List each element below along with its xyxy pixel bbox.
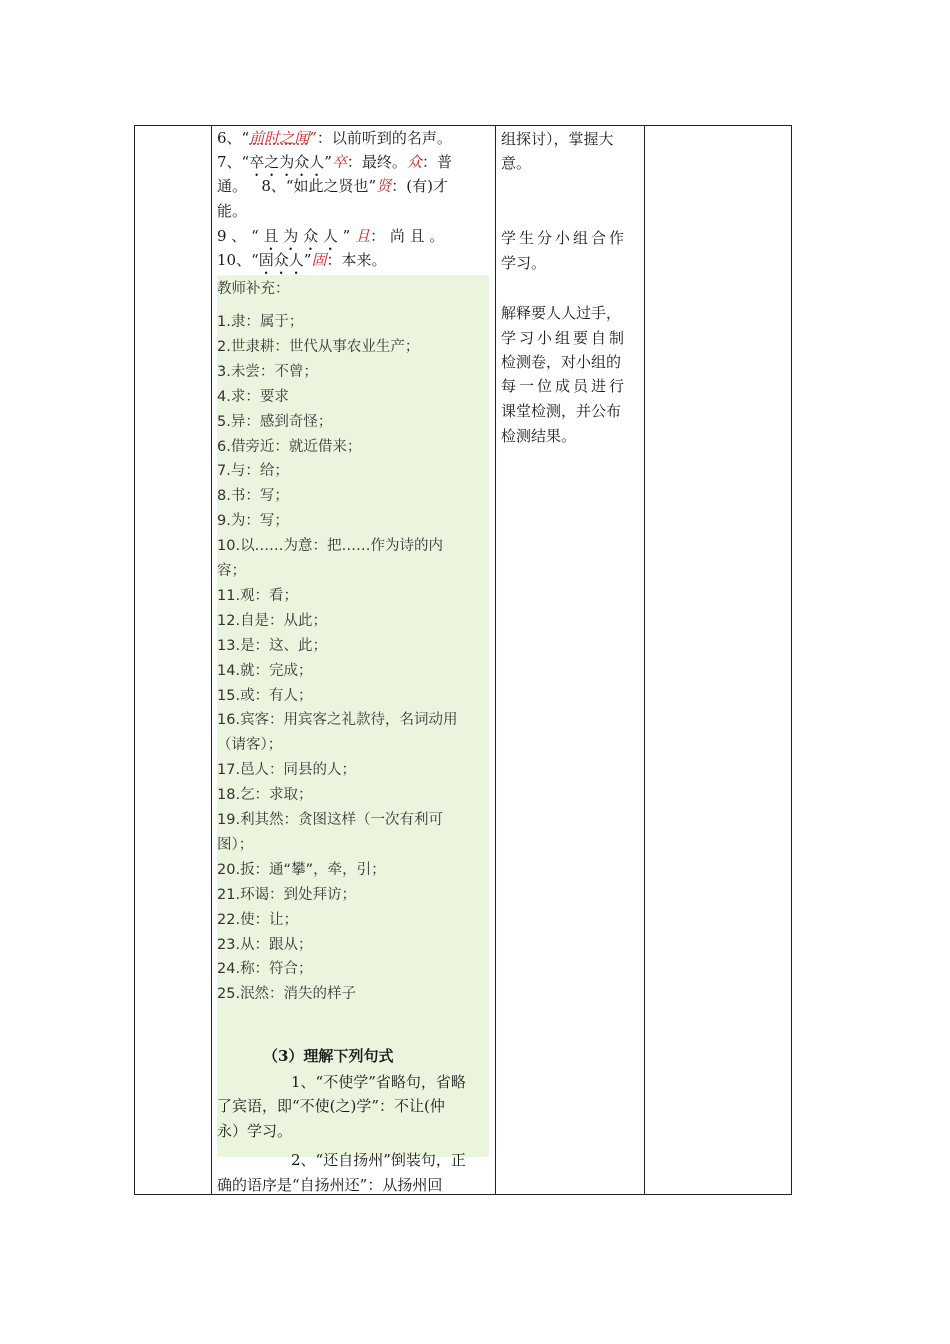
- supplement-item-number: 24.: [217, 961, 241, 978]
- supplement-item-text: 乞：求取；: [240, 787, 313, 804]
- note-row-8-cont: 能。: [217, 202, 248, 220]
- supplement-item-text: 书：写；: [230, 488, 289, 505]
- supplement-item: [217, 908, 298, 933]
- supplement-item-number: 2.: [217, 338, 231, 355]
- note-row-6: 6、“前时之闻”：以前听到的名声。: [217, 129, 452, 147]
- supplement-item: [217, 883, 356, 908]
- supplement-item: [217, 783, 313, 808]
- supplement-item: [217, 659, 313, 684]
- supplement-item: [217, 410, 332, 435]
- supplement-item-text: 容；: [217, 563, 246, 579]
- supplement-item: [217, 733, 282, 758]
- supplement-item: [217, 808, 443, 833]
- supplement-item: [217, 758, 356, 783]
- supplement-item: [217, 534, 443, 559]
- supplement-item-text: 泯然：消失的样子: [240, 986, 357, 1003]
- note-row-8: 通。 8、“如此之贤也”贤：(有)才: [217, 177, 448, 195]
- supplement-item-text: 未尝：不曾；: [230, 363, 318, 380]
- supplement-item-text: 称：符合；: [240, 961, 313, 978]
- supplement-item: [217, 933, 313, 958]
- supplement-item: [217, 509, 289, 534]
- supplement-item-text: 就：完成；: [240, 662, 313, 679]
- supplement-item-number: 19.: [217, 812, 241, 828]
- supplement-item-text: 世隶耕：世代从事农业生产；: [230, 338, 420, 355]
- activity-text: 意。: [501, 154, 532, 172]
- activity-text: 组探讨），掌握大: [501, 130, 614, 148]
- supplement-item-number: 17.: [217, 762, 241, 779]
- supplement-item-text: 邑人：同县的人；: [240, 762, 357, 779]
- supplement-item-number: 11.: [217, 587, 241, 604]
- supplement-item-number: 7.: [217, 463, 231, 480]
- supplement-item: [217, 858, 386, 883]
- supplement-item-number: 25.: [217, 986, 241, 1003]
- supplement-item: [217, 833, 253, 858]
- supplement-item-text: 利其然：贪图这样（一次有利可: [240, 812, 444, 828]
- supplement-item: [217, 484, 289, 509]
- supplement-item: [217, 335, 419, 360]
- supplement-item-text: 环谒：到处拜访；: [240, 886, 357, 903]
- activity-text: 解释要人人过手，: [501, 304, 622, 322]
- supplement-item-text: 从：跟从；: [240, 936, 313, 953]
- column-divider: [211, 126, 212, 1194]
- supplement-item-number: 13.: [217, 637, 241, 654]
- supplement-item-number: 16.: [217, 712, 241, 729]
- section-3-line: 永）学习。: [217, 1122, 293, 1140]
- supplement-item-text: （请客）；: [217, 737, 283, 754]
- supplement-item-text: 以……为意：把……作为诗的内: [240, 538, 444, 555]
- supplement-item-text: 观：看；: [240, 587, 299, 604]
- supplement-item-number: 12.: [217, 612, 241, 629]
- supplement-item-text: 自是：从此；: [240, 612, 328, 629]
- supplement-item-text: 为：写；: [230, 513, 289, 530]
- supplement-item-text: 求：要求: [230, 388, 289, 405]
- supplement-item-number: 20.: [217, 861, 241, 878]
- supplement-item-text: 扳：通“攀”，牵，引；: [240, 861, 386, 878]
- supplement-item-number: 21.: [217, 886, 241, 903]
- activity-text: 学习。: [501, 254, 547, 272]
- teacher-supplement: [217, 275, 489, 1157]
- activity-text: 检测结果。: [501, 427, 577, 445]
- supplement-item-number: 14.: [217, 662, 241, 679]
- supplement-item-text: 借旁近：就近借来；: [230, 438, 362, 455]
- supplement-item-number: 15.: [217, 687, 241, 704]
- section-3-line: 2、“还自扬州”倒装句，正: [291, 1151, 466, 1169]
- supplement-item-number: 10.: [217, 538, 241, 555]
- supplement-item-number: 8.: [217, 488, 231, 505]
- supplement-item: [217, 360, 318, 385]
- supplement-item: [217, 634, 327, 659]
- supplement-item-text: 图）；: [217, 836, 254, 853]
- supplement-item-number: 23.: [217, 936, 241, 953]
- section-3-line: 了宾语，即“不使(之)学”：不让(仲: [217, 1097, 445, 1115]
- supplement-item: [217, 609, 327, 634]
- section-3-line: 确的语序是“自扬州还”：从扬州回: [217, 1176, 443, 1194]
- column-divider: [644, 126, 645, 1194]
- supplement-item-text: 异：感到奇怪；: [230, 413, 333, 430]
- supplement-item: [217, 459, 289, 484]
- column-divider: [495, 126, 496, 1194]
- lesson-table: [134, 125, 792, 1195]
- activity-text: 学生分小组合作: [501, 229, 628, 247]
- supplement-item-number: 22.: [217, 911, 241, 928]
- supplement-item-text: 宾客：用宾客之礼款待，名词动用: [240, 712, 458, 729]
- supplement-item-number: 18.: [217, 787, 241, 804]
- note-row-10: 10、“固众人”固：本来。: [217, 251, 387, 269]
- supplement-item-number: 9.: [217, 513, 231, 530]
- supplement-item-number: 6.: [217, 438, 231, 455]
- section-3-line: 1、“不使学”省略句，省略: [291, 1073, 466, 1091]
- supplement-item-number: 1.: [217, 314, 231, 330]
- supplement-item: [217, 982, 356, 1007]
- supplement-item: [217, 708, 458, 733]
- supplement-item: [217, 435, 361, 460]
- supplement-item-text: 或：有人；: [240, 687, 313, 704]
- supplement-item: [217, 584, 298, 609]
- activity-text: 课堂检测，并公布: [501, 402, 622, 420]
- supplement-item-number: 3.: [217, 363, 231, 380]
- note-row-9: 9 、 “ 且 为 众 人 ” 且： 尚 且 。: [217, 227, 445, 245]
- supplement-item-text: 是：这、此；: [240, 637, 328, 654]
- activity-text: 学习小组要自制: [501, 329, 628, 347]
- note-row-7: 7、“卒之为众人”卒：最终。众：普: [217, 153, 452, 171]
- supplement-item: [217, 559, 246, 584]
- supplement-item: [217, 957, 313, 982]
- supplement-item-number: 4.: [217, 388, 231, 405]
- activity-text: 每一位成员进行: [501, 377, 628, 395]
- supplement-item-text: 隶：属于；: [230, 314, 304, 330]
- supplement-item-text: 与：给；: [230, 463, 289, 480]
- supplement-title: 教师补充：: [217, 281, 290, 297]
- supplement-item-number: 5.: [217, 413, 231, 430]
- section-3-heading: （3）理解下列句式: [263, 1047, 394, 1065]
- activity-text: 检测卷，对小组的: [501, 353, 622, 371]
- supplement-item: [217, 385, 289, 410]
- supplement-item: [217, 310, 303, 335]
- supplement-item: [217, 684, 313, 709]
- supplement-item-text: 使：让；: [240, 911, 299, 928]
